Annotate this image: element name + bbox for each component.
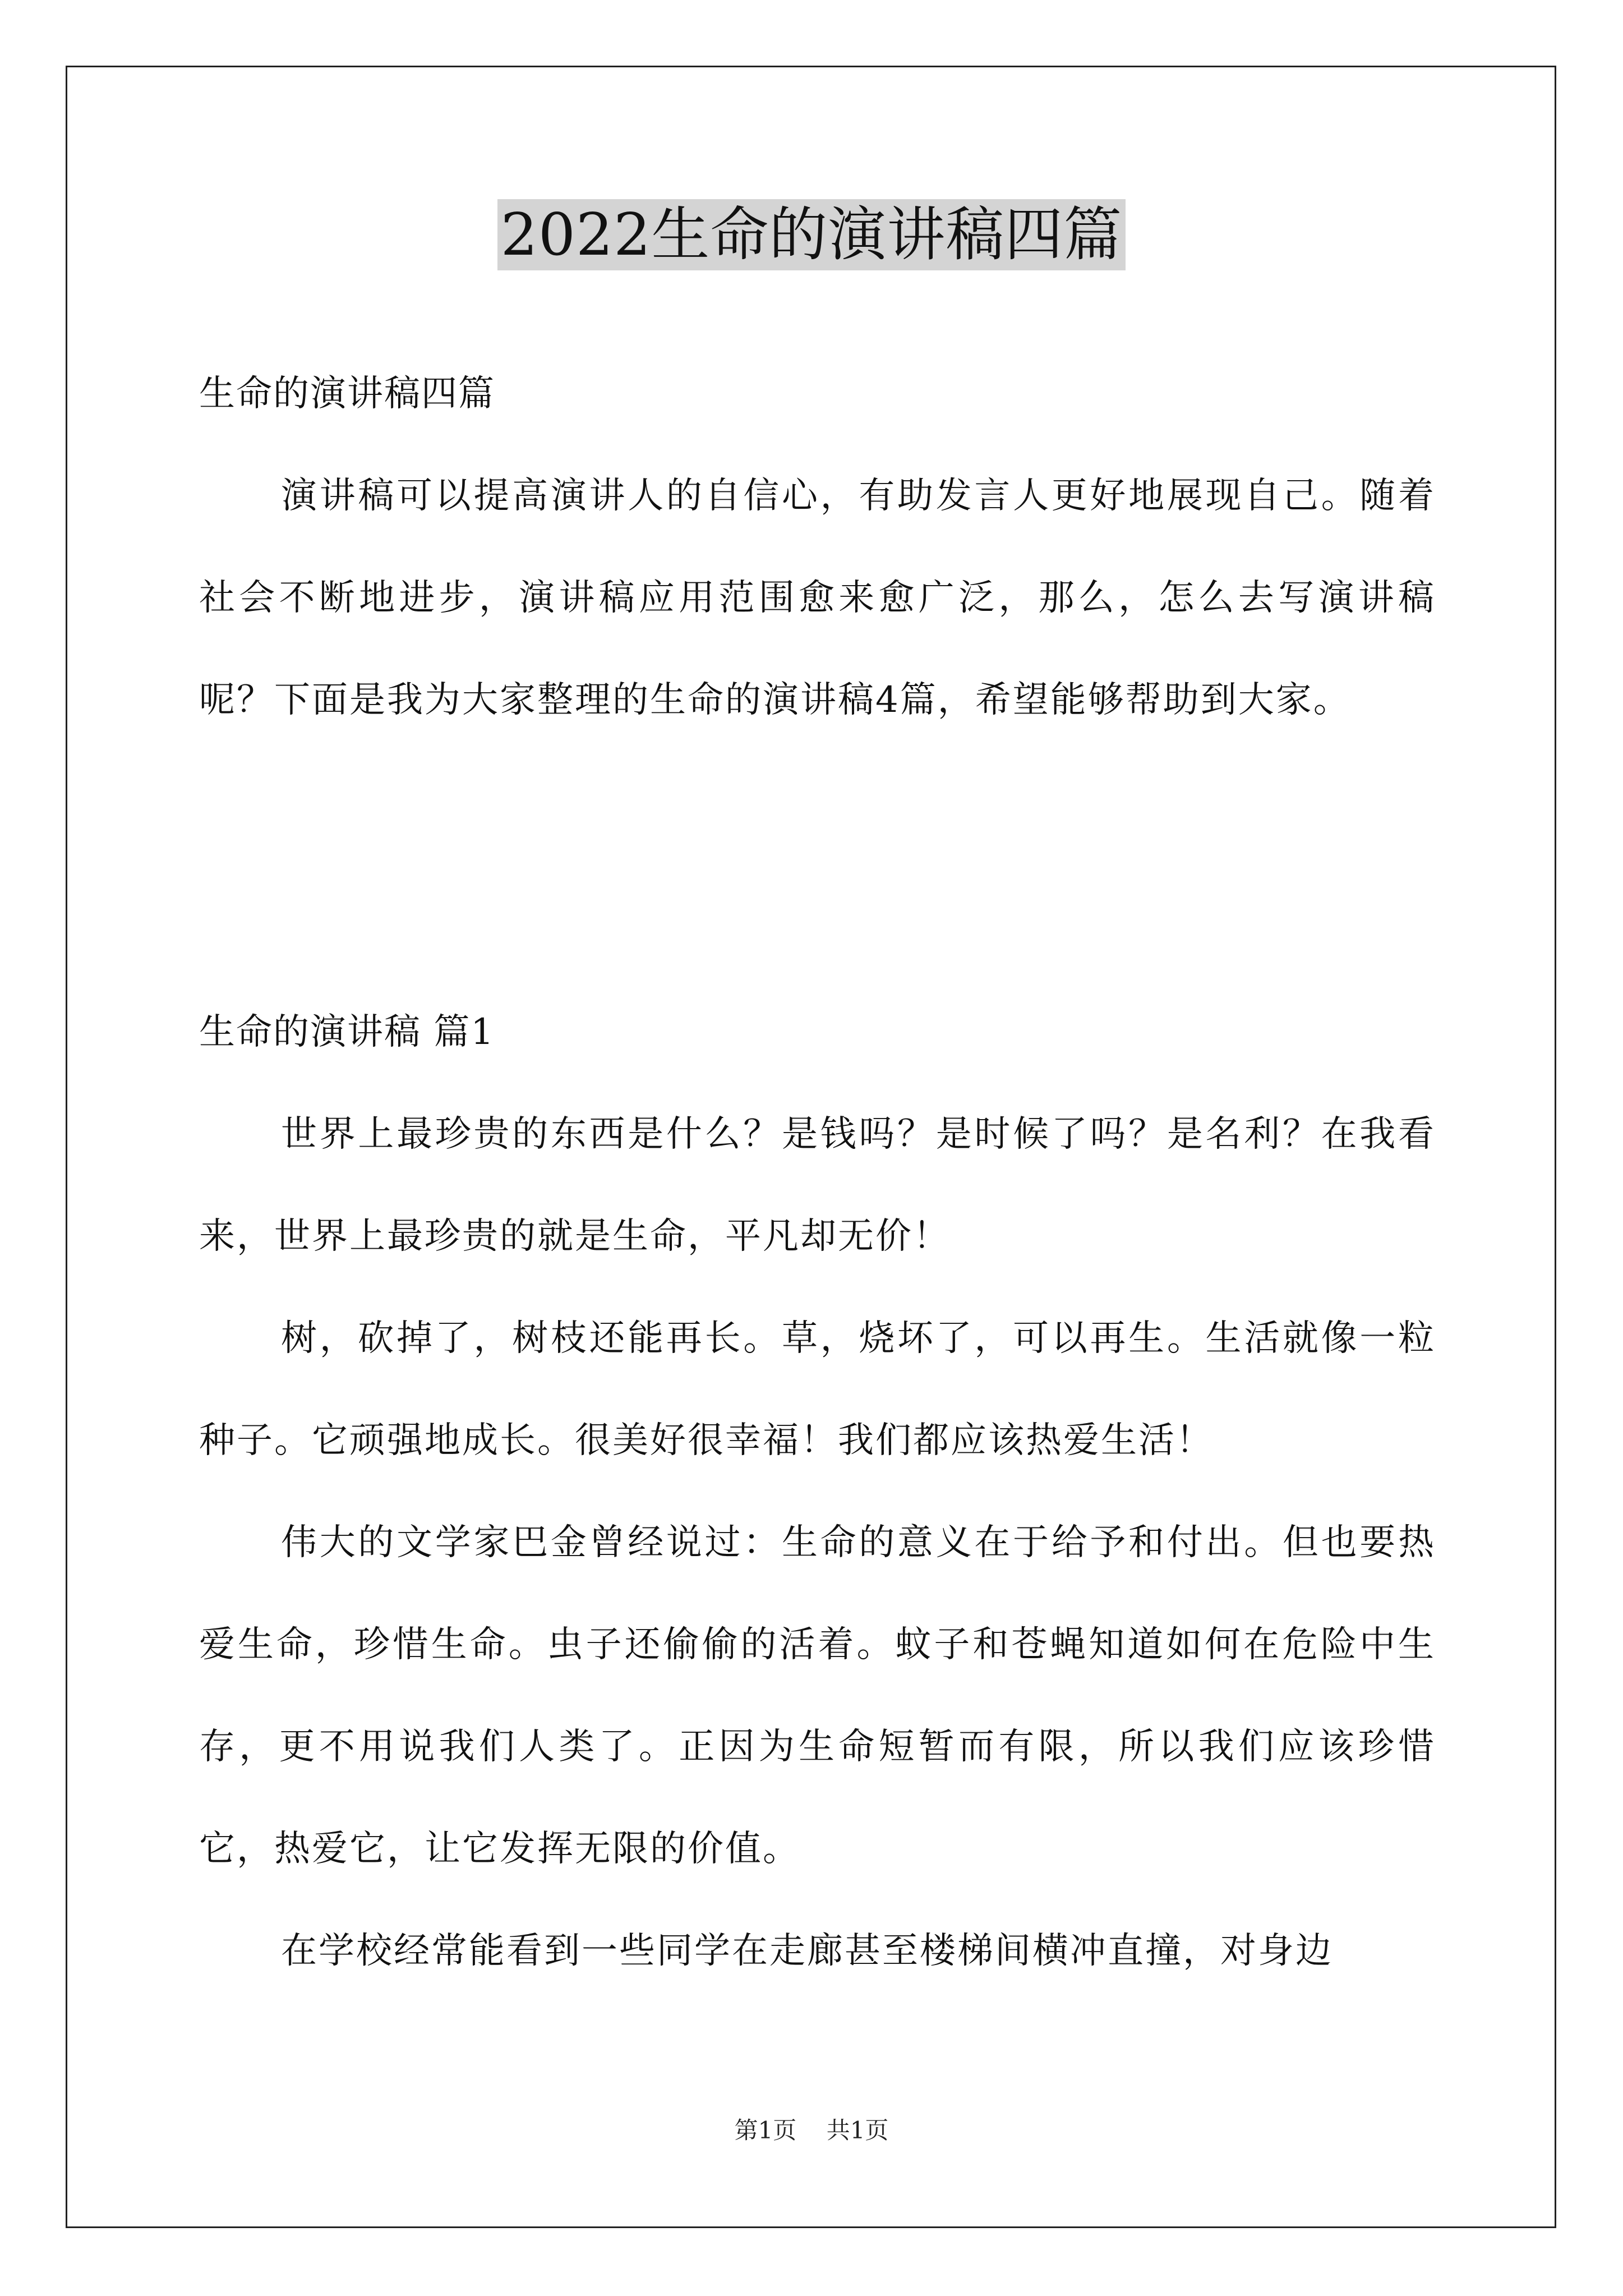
intro-paragraph: 演讲稿可以提高演讲人的自信心，有助发言人更好地展现自己。随着社会不断地进步，演讲稿应用范围愈来愈广泛，那么，怎么去写演讲稿呢？下面是我为大家整理的生命的演讲稿4篇，希望能够帮助到大家。	[199, 475, 1436, 721]
document-body	[199, 343, 1436, 751]
title-block	[0, 199, 1623, 270]
section-1-heading: 生命的演讲稿 篇1	[199, 1011, 495, 1053]
section-1-paragraph-1: 世界上最珍贵的东西是什么？是钱吗？是时候了吗？是名利？在我看来，世界上最珍贵的就是生命，平凡却无价！	[199, 1114, 1436, 1257]
page-footer	[0, 2112, 1623, 2146]
section-1-paragraph-3: 伟大的文学家巴金曾经说过：生命的意义在于给予和付出。但也要热爱生命，珍惜生命。虫子还偷偷的活着。蚊子和苍蝇知道如何在危险中生存，更不用说我们人类了。正因为生命短暂而有限，所以我们应该珍惜它，热爱它，让它发挥无限的价值。	[199, 1522, 1436, 1870]
document-title: 2022生命的演讲稿四篇	[497, 199, 1126, 270]
section-1	[199, 981, 1436, 2002]
section-1-paragraph-2: 树，砍掉了，树枝还能再长。草，烧坏了，可以再生。生活就像一粒种子。它顽强地成长。很美好很幸福！我们都应该热爱生活！	[199, 1318, 1436, 1461]
section-1-paragraph-4: 在学校经常能看到一些同学在走廊甚至楼梯间横冲直撞，对身边	[281, 1930, 1333, 1972]
intro-heading: 生命的演讲稿四篇	[199, 373, 495, 415]
page-number-total: 共1页	[826, 2116, 889, 2144]
page-number-current: 第1页	[734, 2116, 797, 2144]
